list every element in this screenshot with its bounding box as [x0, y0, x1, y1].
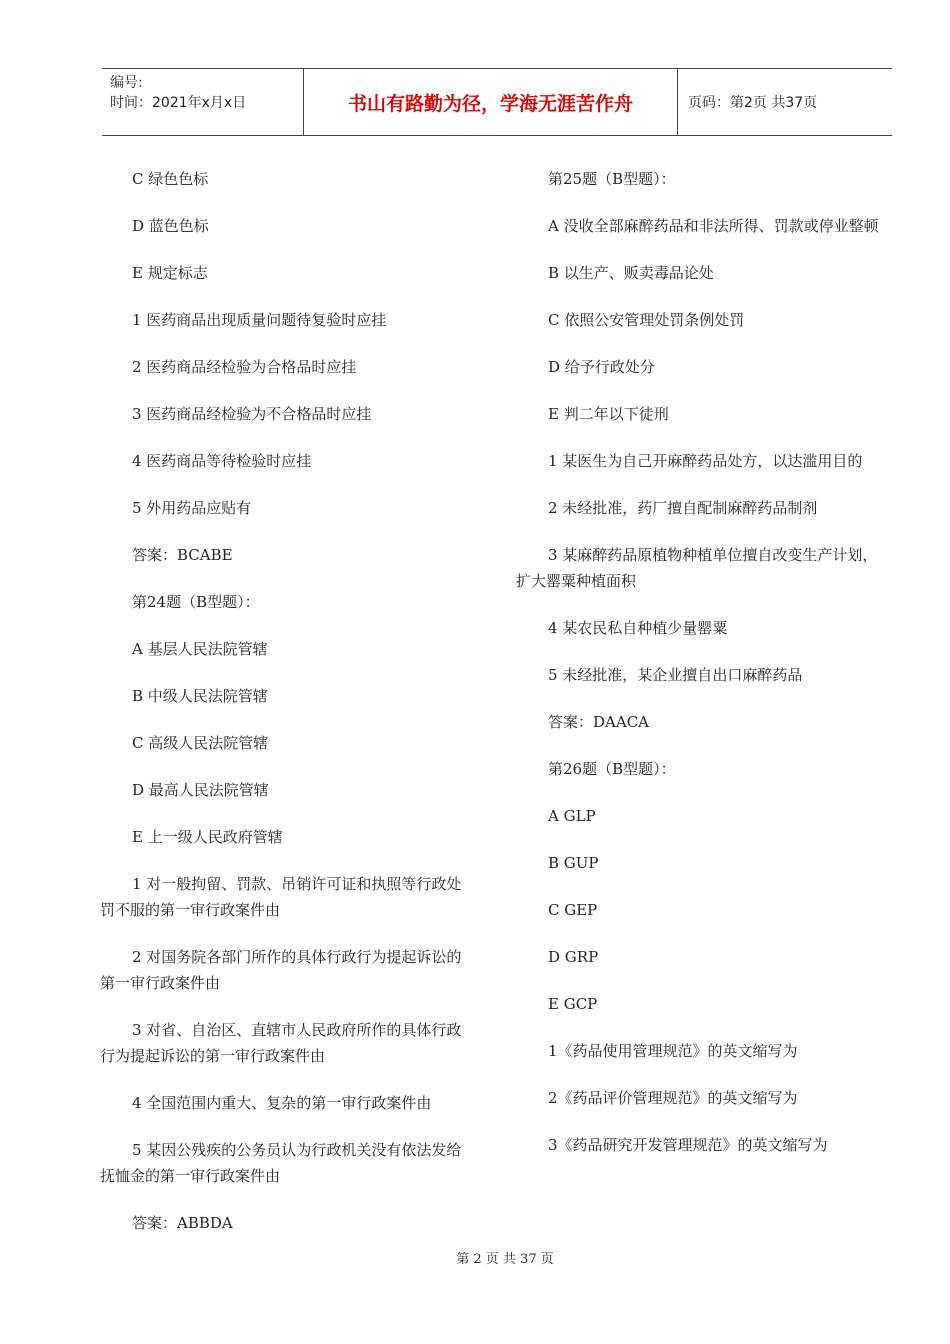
header-page-code: 页码：第2页 共37页: [688, 95, 818, 111]
paragraph: 3《药品研究开发管理规范》的英文缩写为: [548, 1136, 828, 1154]
paragraph: 第26题（B型题）：: [548, 760, 676, 778]
page-footer: 第 2 页 共 37 页: [456, 1252, 554, 1267]
paragraph: B 中级人民法院管辖: [132, 687, 268, 705]
paragraph: 答案：DAACA: [548, 713, 650, 731]
paragraph: E 上一级人民政府管辖: [132, 828, 283, 846]
header-motto: 书山有路勤为径，学海无涯苦作舟: [304, 69, 678, 135]
paragraph: 答案：BCABE: [132, 546, 233, 564]
paragraph: C 绿色色标: [132, 170, 209, 188]
paragraph: 3 某麻醉药品原植物种植单位擅自改变生产计划，扩大罂粟种植面积: [516, 546, 878, 590]
paragraph: 4 某农民私自种植少量罂粟: [548, 619, 728, 637]
paragraph: 5 某因公残疾的公务员认为行政机关没有依法发给抚恤金的第一审行政案件由: [100, 1141, 462, 1185]
paragraph: B GUP: [548, 854, 599, 872]
paragraph: D 给予行政处分: [548, 358, 655, 376]
paragraph: A GLP: [548, 807, 596, 825]
paragraph: 3 医药商品经检验为不合格品时应挂: [132, 405, 372, 423]
paragraph: E 规定标志: [132, 264, 208, 282]
paragraph: 1《药品使用管理规范》的英文缩写为: [548, 1042, 798, 1060]
paragraph: 1 对一般拘留、罚款、吊销许可证和执照等行政处罚不服的第一审行政案件由: [100, 875, 462, 919]
paragraph: 1 医药商品出现质量问题待复验时应挂: [132, 311, 387, 329]
paragraph: D 蓝色色标: [132, 217, 209, 235]
paragraph: 2 未经批准，药厂擅自配制麻醉药品制剂: [548, 499, 818, 517]
paragraph: A 没收全部麻醉药品和非法所得、罚款或停业整顿: [548, 217, 879, 235]
paragraph: 第24题（B型题）：: [132, 593, 260, 611]
paragraph: C 依照公安管理处罚条例处罚: [548, 311, 745, 329]
paragraph: 3 对省、自治区、直辖市人民政府所作的具体行政行为提起诉讼的第一审行政案件由: [100, 1021, 462, 1065]
paragraph: E GCP: [548, 995, 598, 1013]
paragraph: C GEP: [548, 901, 598, 919]
time-label: 时间：2021年x月x日: [110, 95, 247, 111]
paragraph: D 最高人民法院管辖: [132, 781, 269, 799]
paragraph: 4 医药商品等待检验时应挂: [132, 452, 312, 470]
paragraph: 1 某医生为自己开麻醉药品处方，以达滥用目的: [548, 452, 863, 470]
paragraph: 2 医药商品经检验为合格品时应挂: [132, 358, 357, 376]
serial-label: 编号:: [110, 75, 143, 91]
right-column: [516, 166, 891, 1179]
paragraph: 5 未经批准，某企业擅自出口麻醉药品: [548, 666, 803, 684]
page-header: [102, 68, 892, 136]
paragraph: A 基层人民法院管辖: [132, 640, 268, 658]
left-column: [100, 166, 475, 1257]
paragraph: 5 外用药品应贴有: [132, 499, 252, 517]
paragraph: 第25题（B型题）：: [548, 170, 676, 188]
paragraph: 答案：ABBDA: [132, 1214, 233, 1232]
paragraph: B 以生产、贩卖毒品论处: [548, 264, 714, 282]
paragraph: 4 全国范围内重大、复杂的第一审行政案件由: [132, 1094, 432, 1112]
paragraph: 2《药品评价管理规范》的英文缩写为: [548, 1089, 798, 1107]
paragraph: D GRP: [548, 948, 599, 966]
paragraph: E 判二年以下徒刑: [548, 405, 669, 423]
header-meta: [102, 69, 304, 135]
paragraph: C 高级人民法院管辖: [132, 734, 269, 752]
paragraph: 2 对国务院各部门所作的具体行政行为提起诉讼的第一审行政案件由: [100, 948, 462, 992]
